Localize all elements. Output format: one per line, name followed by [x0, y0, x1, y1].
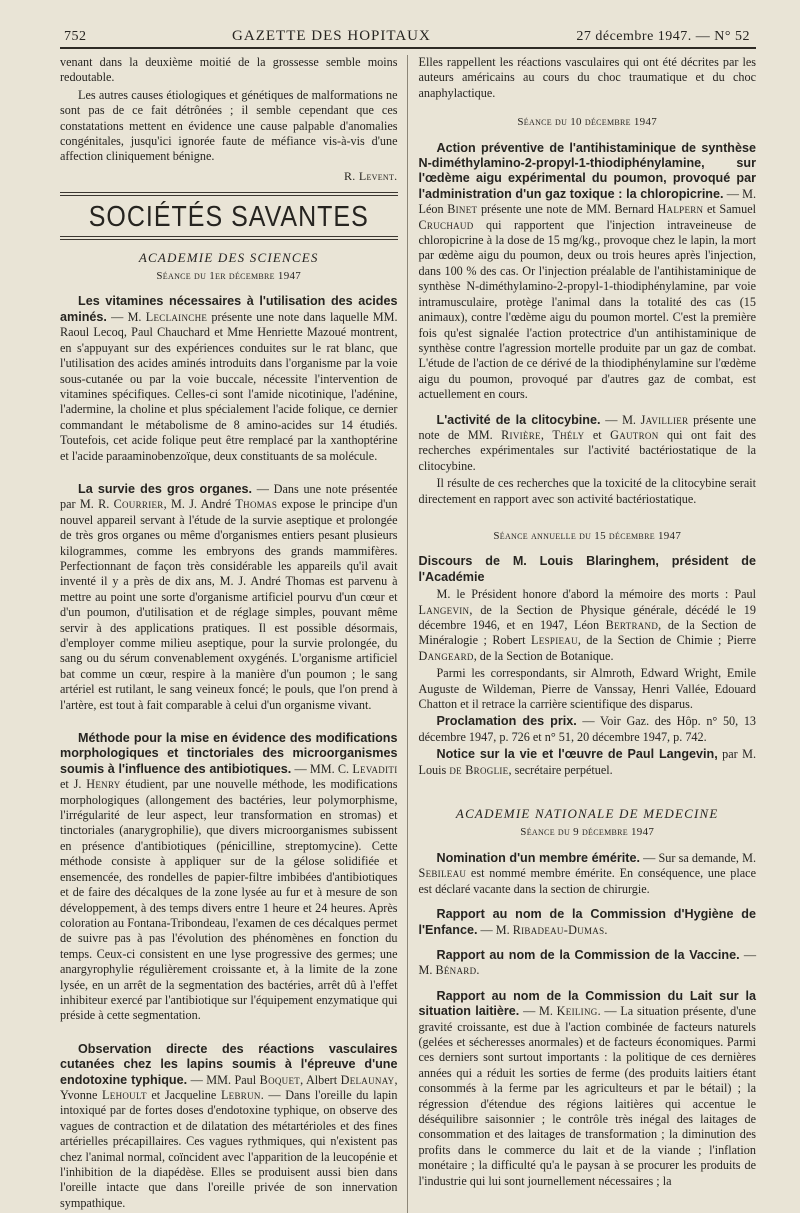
issue-date: 27 décembre 1947. — N° 52: [576, 29, 750, 44]
author-name: Keiling: [556, 1004, 598, 1019]
text: .: [604, 922, 608, 937]
article-title: Action préventive de l'antihistaminique de synthèse N-diméthylamino-2-propyl-1-thiodiphénylamine, sur l'œdème aigu expérimental du poumon, provoqué par l'administration d'un gaz toxique : la chloropicrine.: [418, 140, 756, 201]
author-name: Thély: [552, 427, 585, 442]
session-heading: Séance du 1er décembre 1947: [156, 270, 302, 283]
text: — M. Léon: [418, 186, 756, 217]
text: par M. Louis: [418, 747, 756, 777]
person-name: Lespieau: [531, 633, 578, 648]
text: — M.: [106, 309, 146, 324]
text: et Samuel: [703, 202, 756, 217]
author-name: Bénard: [435, 963, 477, 978]
article-title: Les vitamines nécessaires à l'utilisation des acides aminés.: [60, 294, 398, 324]
text: , de la Section de Botanique.: [473, 648, 614, 663]
article: [419, 141, 757, 403]
text: et Jacqueline: [146, 1087, 221, 1102]
article: [419, 413, 757, 475]
section-title: SOCIÉTÉS SAVANTES: [88, 201, 369, 234]
text: — MM. Paul: [187, 1072, 260, 1087]
paragraph: venant dans la deuxième moitié de la grossesse semble moins redoutable.: [60, 55, 398, 85]
right-column: [407, 55, 757, 1213]
article-title: Observation directe des réactions vasculaires cutanées chez les lapins soumis à l'épreuve d'une endotoxine typhique.: [60, 1041, 398, 1087]
article-title: La survie des gros organes.: [78, 481, 253, 496]
author-name: Sebileau: [418, 866, 467, 881]
author-name: Binet: [447, 202, 478, 217]
author-name: Courrier: [113, 497, 164, 512]
text: — MM. C.: [291, 761, 353, 776]
paragraph: Elles rappellent les réactions vasculaires qui ont été décrites par les auteurs américains au cours du choc traumatique et du choc anaphylactique.: [418, 55, 756, 100]
divider: [60, 192, 398, 196]
article: [419, 989, 757, 1189]
article-body: . — La situation présente, d'une gravité croissante, est due à l'action combinée de facteurs naturels (gelées et sécheresses anormales) et de facteurs économiques. Parmi ces derniers sont surtout importants : la politique de ces dernières années qui a réduit les sorties de ferme (des produits laitiers étant consommés à la ferme par les agriculteurs et par le bétail) ; la régression d'étendue des régions laitières qui accentue le déséquilibre saisonnier ; le contrôle très inégal des laitages de consommation et des laitages de transformation ; la diminution des profits dans le commerce du lait et de la viande ; l'inflation monétaire ; la difficulté qu'a le paysan à se procurer les produits de l'industrie qui lui sont journellement nécessaires ; la: [418, 1004, 756, 1188]
spacer: [60, 1026, 398, 1042]
text: , M. J. André: [163, 497, 236, 512]
article-title: Discours de M. Louis Blaringhem, président de l'Académie: [418, 554, 756, 584]
text: présente une note de MM.: [418, 412, 756, 442]
divider: [60, 236, 398, 240]
author-name: Boquet: [259, 1072, 301, 1087]
text: .: [476, 963, 480, 978]
article-body: expose le principe d'un nouvel appareil servant à l'étude de la survie aseptique et prolongée de très gros organes ou même d'organismes entiers pesant plusieurs kilogrammes, comme les embryons des grands mammifères. Perfectionnant de façon très considérable les appareils qu'il avait inventé il y a près de dix ans, M. J. André Thomas est parvenu à mettre au point une sorte d'organisme artificiel pourvu d'un cœur et d'un poumon, d'utilisation et de réglage simples, pouvant même servir à des applications pratiques. Il est possible désormais, d'employer comme milieu aseptique, pour la survie prolongée, du sang ou du sérum convenablement oxygénés. L'organisme artificiel bat comme un cœur, respire à la manière d'un poumon ; le sang artériel est rutilant, le sang veineux foncé; le pouls, que l'on prend à l'artère, est tout à fait comparable à celui d'un organisme vivant.: [60, 497, 398, 712]
paragraph: Parmi les correspondants, sir Almroth, Edward Wright, Emile Auguste de Wildeman, Pierre de Vanssay, Henri Vallée, Edouard Chatton et il retrace la carrière scientifique des disparus.: [418, 666, 756, 712]
text: , secrétaire perpétuel.: [508, 762, 613, 777]
article-title: Rapport au nom de la Commission de la Vaccine.: [436, 947, 740, 962]
spacer: [419, 780, 757, 796]
person-name: Langevin: [418, 602, 470, 617]
author-name: Javillier: [640, 412, 689, 427]
article-title: Méthode pour la mise en évidence des modifications morphologiques et tinctoriales des microorganismes soumis à l'influence des antibiotiques.: [60, 731, 398, 776]
article-title: L'activité de la clitocybine.: [436, 412, 601, 427]
spacer: [419, 103, 757, 111]
text: , Albert: [300, 1072, 341, 1087]
text: — M.: [600, 412, 641, 427]
author-name: Ribadeau-Dumas: [512, 922, 605, 937]
text: et J.: [60, 777, 87, 792]
article-title: Rapport au nom de la Commission d'Hygiène de l'Enfance.: [418, 907, 756, 937]
article-title: Notice sur la vie et l'œuvre de Paul Langevin,: [436, 747, 718, 762]
spacer: [419, 405, 757, 413]
text: — Sur sa demande, M.: [639, 850, 756, 865]
text: , de la Section de Physique générale, décédé le 19 décembre 1946, et en 1947, Léon: [418, 602, 756, 632]
author-name: Thomas: [235, 497, 278, 512]
text: — M.: [519, 1004, 557, 1019]
article: [419, 851, 757, 897]
paragraph: Il résulte de ces recherches que la toxicité de la clitocybine serait directement en rapport avec son activité bactériostatique.: [418, 476, 756, 506]
person-name: Dangeard: [418, 648, 474, 663]
paragraph: Les autres causes étiologiques et génétiques de malformations ne sont pas de ce fait détrônées ; il semble cependant que ces constatations mettent en évidence une cause palpable d'anomalies congénitales, jusqu'ici ignorée faute de méfiance vis-à-vis d'une affection cliniquement bénigne.: [60, 87, 398, 164]
author-name: Henry: [86, 777, 121, 792]
article-body: qui rapportent que l'injection intraveineuse de chloropicrine à la dose de 15 mg/kg., provoque chez le lapin, la mort par œdème aigu du poumon, deux ou trois heures après l'injection, dans 100 % des cas. Or l'injection préalable de l'antihistaminique de synthèse N-diméthylamino-2-propyl-1-thiodiphénylamine, par voie intramusculaire, protège l'animal dans la totalité des cas (15 animaux), contre l'œdème aigu du poumon mortel. C'est la première fois qu'est signalée l'action protectrice d'un antihistaminique de synthèse contre l'agression mortelle produite par un gaz de combat. L'étude de l'action de ce dérivé de la thiodiphénylamine sur l'œdème aigu du poumon, provoqué par d'autres gaz de combat, est actuellement en cours.: [418, 217, 756, 402]
text: , de la Section de Chimie ; Pierre: [577, 633, 756, 648]
article-body: est nommé membre émérite. En conséquence, une place est déclaré vacante dans la section de chirurgie.: [418, 866, 756, 896]
spacer: [60, 715, 398, 731]
author-name: Lebrun: [220, 1087, 261, 1102]
author-name: Delaunay: [340, 1072, 395, 1087]
text: ,: [540, 427, 553, 442]
paragraph: [419, 587, 757, 664]
spacer: [419, 509, 757, 525]
author-name: Rivière: [501, 427, 541, 442]
article-title: Rapport au nom de la Commission du Lait sur la situation laitière.: [418, 988, 756, 1019]
journal-title: GAZETTE DES HOPITAUX: [232, 28, 431, 44]
author-name: Halpern: [657, 202, 704, 217]
spacer: [419, 899, 757, 907]
article: [419, 907, 757, 938]
article: [419, 747, 757, 778]
text: M. le Président honore d'abord la mémoire des morts : Paul: [436, 587, 756, 602]
article-title: Nomination d'un membre émérite.: [436, 850, 640, 865]
article-body: — Voir Gaz. des Hôp. n° 50, 13 décembre 1947, p. 726 et n° 51, 20 décembre 1947, p. 742.: [418, 714, 757, 744]
text: , Yvonne: [60, 1072, 398, 1102]
session-heading: Séance du 9 décembre 1947: [520, 826, 655, 839]
text: et: [584, 427, 611, 442]
session-heading: Séance du 10 décembre 1947: [517, 116, 658, 129]
text: — M.: [477, 922, 513, 937]
author-name: Levaditi: [352, 761, 398, 776]
spacer: [419, 940, 757, 948]
article: [60, 1042, 398, 1211]
article-heading: [419, 554, 757, 585]
signature: R. Levent.: [343, 168, 398, 183]
author-name: Leclainche: [145, 309, 208, 324]
article: [60, 482, 398, 713]
article-title: Proclamation des prix.: [436, 714, 577, 729]
columns: [60, 55, 756, 1213]
text: présente une note de MM. Bernard: [477, 202, 658, 217]
academy-heading: ACADEMIE DES SCIENCES: [138, 249, 319, 265]
author-name: de Broglie: [449, 762, 509, 777]
author-name: Cruchaud: [418, 217, 474, 232]
article-body: qui ont fait des recherches expérimentales sur l'activité bactériostatique de la clitocybine.: [418, 427, 756, 473]
text: — Dans une note présentée par M. R.: [60, 481, 398, 512]
article: [60, 731, 398, 1024]
article-body: présente une note dans laquelle MM. Raoul Lecoq, Paul Chauchard et Mme Henriette Mazoué montrent, en s'appuyant sur des expériences conduites sur le rat blanc, que l'utilisation des acides aminés introduits dans l'organisme par la voie sous-cutanée ou par la voie buccale, nécessite l'intervention de vitamines spécifiques. Celles-ci sont l'amide nicotinique, l'adénine, l'adermine, la choline et plus spécialement l'acide folique, ce dernier commandant le métabolisme de 8 amino-acides sur 14 étudiés. Toutefois, cet acide folique peut être remplacé par la xanthoptérine et l'acide paraaminobenzoïque, deux constituants de sa molécule.: [60, 309, 398, 463]
academy-heading: ACADEMIE NATIONALE DE MEDECINE: [455, 806, 719, 822]
article-body: étudient, par une nouvelle méthode, les modifications morphologiques (allongement des bactéries, leur polymorphisme, l'irrégularité de leur aspect, leur transformation en stromas) et tinctoriales (anarygrophilie), que divers microorganismes subissent en présence d'antibiotiques (pénicilline, streptomycine). Cette méthode consiste à appliquer sur de la gélose solidifiée et ensemencée, des rondelles de papier-filtre imbibées d'antibiotiques et de faire des décalques de la zone lysée au fur et à mesure de son développement, à des temps divers entre 1 heure et 24 heures. Après coloration au Fontana-Tribondeau, l'examen de ces décalques permet de suivre pas à pas l'évolution des phénomènes en fonction du temps. Ceux-ci consistent en une lyse progressive des germes; une anargyrophylie régulièrement croissante et, à la limite de la zone lysée, en un arrêt de la segmentation des bactéries, arrêt dû à l'effet inhibiteur exercé par l'antibiotique sur l'équipement enzymatique qui préside à cette segmentation.: [60, 777, 398, 1023]
author-name: Gautron: [610, 427, 659, 442]
article: [419, 948, 757, 979]
article-body: . — Dans l'oreille du lapin intoxiqué par de fortes doses d'endotoxine typhique, on observe des vagues de contraction et de dilatation des métartérioles et des fines artérielles précapillaires. Ces vagues rythmiques, qui n'existent pas chez l'animal normal, coïncident avec l'apparition de la leucopénie et l'inhibition de la diapédèse. Elles se produisent aussi bien dans l'oreille intacte que dans l'oreille privée de son innervation sympathique.: [60, 1087, 398, 1210]
text: — M.: [418, 947, 757, 978]
author-name: Lehoult: [102, 1087, 147, 1102]
page-number: 752: [64, 29, 87, 44]
spacer: [60, 466, 398, 482]
spacer: [419, 981, 757, 989]
text: , de la Section de Minéralogie ; Robert: [418, 618, 756, 648]
person-name: Bertrand: [605, 618, 659, 632]
left-column: [60, 55, 407, 1213]
session-heading: Séance annuelle du 15 décembre 1947: [493, 529, 682, 542]
article: [419, 714, 757, 745]
page-header: [60, 28, 756, 49]
article: [60, 294, 398, 463]
